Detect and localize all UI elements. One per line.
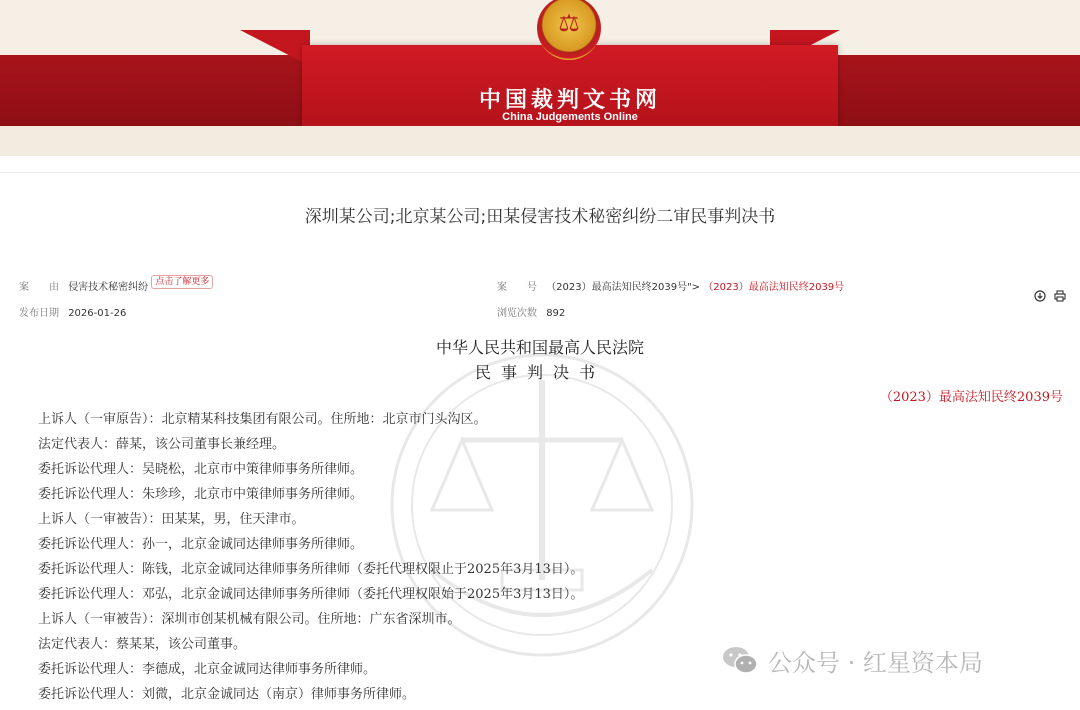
publish-date-label: 发布日期 [19, 308, 59, 319]
view-count-value: 892 [546, 308, 566, 319]
view-count-row [497, 304, 565, 319]
party-line: 委托诉讼代理人：刘微，北京金诚同达（南京）律师事务所律师。 [38, 687, 416, 702]
divider [0, 172, 1080, 173]
party-line: 委托诉讼代理人：吴晓松，北京市中策律师事务所律师。 [38, 462, 364, 477]
party-line: 法定代表人：蔡某某，该公司董事。 [38, 637, 247, 652]
case-number-row [497, 278, 844, 293]
case-number-link[interactable]: （2023）最高法知民终2039号 [703, 282, 845, 293]
party-line: 委托诉讼代理人：孙一，北京金诚同达律师事务所律师。 [38, 537, 364, 552]
banner-ribbon-left [240, 30, 310, 66]
wechat-icon [722, 645, 758, 675]
party-list [38, 410, 583, 710]
party-line: 上诉人（一审被告）：田某某，男，住天津市。 [38, 512, 305, 527]
wechat-watermark [722, 643, 983, 677]
court-emblem-icon: ⚖ [537, 0, 601, 60]
site-title[interactable]: 中国裁判文书网 [478, 88, 661, 113]
court-name: 中华人民共和国最高人民法院 [435, 338, 644, 357]
publish-date-value: 2026-01-26 [68, 308, 127, 319]
site-header [0, 0, 1080, 126]
party-line: 委托诉讼代理人：陈钱，北京金诚同达律师事务所律师（委托代理权限止于2025年3月13日）。 [38, 562, 584, 577]
case-title: 深圳某公司;北京某公司;田某侵害技术秘密纠纷二审民事判决书 [304, 207, 776, 227]
cause-label: 案 由 [19, 282, 59, 293]
document-number: （2023）最高法知民终2039号 [879, 390, 1063, 405]
view-count-label: 浏览次数 [497, 308, 537, 319]
party-line: 委托诉讼代理人：朱珍珍，北京市中策律师事务所律师。 [38, 487, 364, 502]
party-line: 委托诉讼代理人：邓弘，北京金诚同达律师事务所律师（委托代理权限始于2025年3月13日）。 [38, 587, 584, 602]
learn-more-button[interactable]: 点击了解更多 [151, 275, 213, 289]
party-line: 委托诉讼代理人：李德成，北京金诚同达律师事务所律师。 [38, 662, 377, 677]
download-icon[interactable] [1034, 291, 1050, 306]
party-line: 上诉人（一审被告）：深圳市创某机械有限公司。住所地：广东省深圳市。 [38, 612, 461, 627]
print-icon[interactable] [1054, 291, 1066, 306]
nav-strip [0, 126, 1080, 156]
cause-row [19, 278, 213, 295]
doc-toolbar [1030, 290, 1066, 306]
site-subtitle: China Judgements Online [502, 111, 638, 123]
publish-date-row [19, 304, 126, 319]
case-number-label: 案 号 [497, 282, 537, 293]
wechat-watermark-text: 公众号 · 红星资本局 [768, 648, 983, 677]
document-type: 民事判决书 [474, 363, 605, 382]
case-number-value: （2023）最高法知民终2039号"> [546, 282, 701, 293]
party-line: 上诉人（一审原告）：北京精某科技集团有限公司。住所地：北京市门头沟区。 [38, 412, 487, 427]
cause-value: 侵害技术秘密纠纷 [68, 282, 149, 293]
party-line: 法定代表人：薛某，该公司董事长兼经理。 [38, 437, 286, 452]
